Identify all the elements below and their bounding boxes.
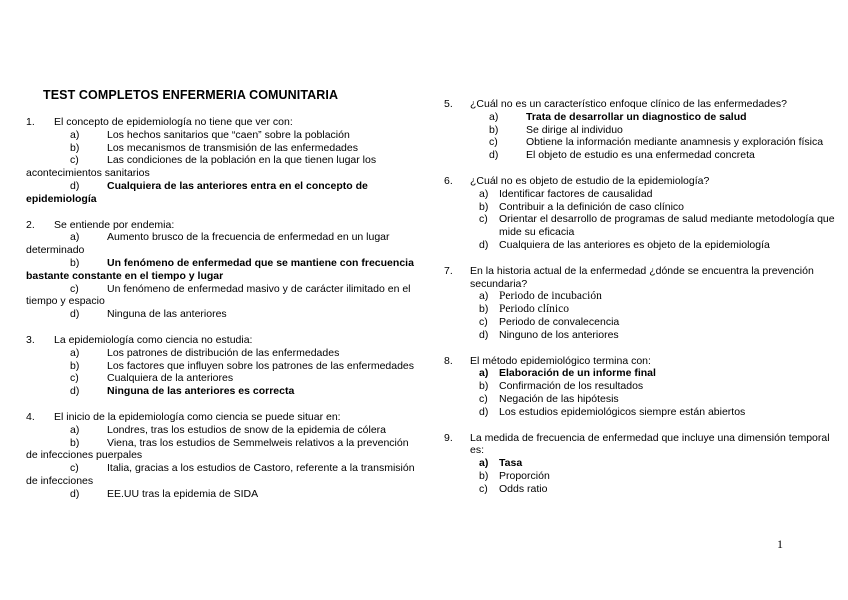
option-d xyxy=(26,488,421,501)
option-text: Aumento brusco de la frecuencia de enfermedad en un lugar determinado xyxy=(26,231,390,257)
option-letter: b) xyxy=(489,123,499,136)
question-8 xyxy=(444,355,842,419)
right-column xyxy=(444,98,842,496)
option-d-correct xyxy=(26,385,421,398)
question-number: 7. xyxy=(444,264,453,277)
question-stem: ¿Cuál no es un característico enfoque clínico de las enfermedades? xyxy=(470,98,787,110)
option-b-correct xyxy=(26,257,421,283)
option-letter: a) xyxy=(70,231,80,244)
option-text: Identificar factores de causalidad xyxy=(499,187,653,200)
option-c xyxy=(26,154,421,180)
option-text: Obtiene la información mediante anamnesis y exploración física xyxy=(526,136,824,149)
option-text: Viena, tras los estudios de Semmelweis relativos a la prevención de infecciones puerpales xyxy=(26,436,409,462)
option-letter: d) xyxy=(479,328,489,341)
option-text: Periodo de convalecencia xyxy=(499,315,620,328)
option-letter: b) xyxy=(479,303,489,316)
option-d xyxy=(444,149,842,162)
option-text: Italia, gracias a los estudios de Castoro, referente a la transmisión de infecciones xyxy=(26,462,415,487)
question-number: 2. xyxy=(26,218,35,231)
question-2 xyxy=(26,219,421,321)
option-letter: a) xyxy=(70,346,80,359)
question-stem: La medida de frecuencia de enfermedad que incluye una dimensión temporal es: xyxy=(470,431,830,457)
option-b xyxy=(26,142,421,155)
option-text: Un fenómeno de enfermedad masivo y de carácter ilimitado en el tiempo y espacio xyxy=(26,282,411,308)
left-column xyxy=(26,88,421,501)
option-letter: d) xyxy=(70,308,80,321)
option-c xyxy=(26,462,421,488)
option-text: Un fenómeno de enfermedad que se mantiene con frecuencia bastante constante en el tiempo y lugar xyxy=(26,256,414,282)
option-d xyxy=(444,329,842,342)
option-letter: d) xyxy=(70,487,80,500)
question-4 xyxy=(26,411,421,501)
option-text: Proporción xyxy=(499,469,550,482)
question-stem: Se entiende por endemia: xyxy=(54,218,175,231)
option-text: Orientar el desarrollo de programas de salud mediante metodología que mide su eficacia xyxy=(499,213,835,239)
question-9 xyxy=(444,432,842,496)
option-b xyxy=(444,303,842,316)
option-letter: a) xyxy=(479,290,489,303)
question-stem: En la historia actual de la enfermedad ¿dónde se encuentra la prevención secundaria? xyxy=(470,264,814,290)
option-text: Ninguna de las anteriores es correcta xyxy=(107,385,295,398)
option-letter: b) xyxy=(479,469,489,482)
option-text: Cualquiera de las anteriores es objeto de la epidemiología xyxy=(499,238,770,251)
question-stem: El método epidemiológico termina con: xyxy=(470,354,651,367)
option-letter: c) xyxy=(479,482,488,495)
option-text: Trata de desarrollar un diagnostico de salud xyxy=(526,110,747,123)
question-7 xyxy=(444,265,842,342)
option-letter: c) xyxy=(70,372,79,385)
option-a xyxy=(26,347,421,360)
question-6 xyxy=(444,175,842,252)
option-letter: b) xyxy=(70,141,80,154)
option-b xyxy=(444,470,842,483)
option-a xyxy=(26,424,421,437)
option-letter: c) xyxy=(70,462,79,475)
option-letter: a) xyxy=(479,187,489,200)
option-b xyxy=(26,360,421,373)
option-b xyxy=(444,124,842,137)
option-letter: a) xyxy=(70,423,80,436)
document-title: TEST COMPLETOS ENFERMERIA COMUNITARIA xyxy=(43,88,339,102)
option-b xyxy=(26,437,421,463)
option-letter: b) xyxy=(70,256,80,269)
option-d xyxy=(26,308,421,321)
question-stem: La epidemiología como ciencia no estudia: xyxy=(54,333,253,346)
option-d-correct xyxy=(26,180,421,206)
option-letter: c) xyxy=(479,315,488,328)
option-text: Los factores que influyen sobre los patrones de las enfermedades xyxy=(107,359,415,372)
option-text: Los mecanismos de transmisión de las enfermedades xyxy=(107,141,358,154)
option-text: El objeto de estudio es una enfermedad concreta xyxy=(526,149,755,162)
option-a xyxy=(444,290,842,303)
question-number: 9. xyxy=(444,431,453,444)
option-letter: c) xyxy=(70,282,79,295)
option-text: Ninguno de los anteriores xyxy=(499,328,619,341)
option-b xyxy=(444,380,842,393)
option-c xyxy=(444,393,842,406)
option-a xyxy=(444,188,842,201)
option-text: Se dirige al individuo xyxy=(526,123,623,136)
option-letter: b) xyxy=(479,200,489,213)
option-text: Cualquiera de las anteriores entra en el concepto de epidemiología xyxy=(26,179,368,205)
option-text: Elaboración de un informe final xyxy=(499,367,656,380)
question-number: 6. xyxy=(444,174,453,187)
option-text: Contribuir a la definición de caso clínico xyxy=(499,200,685,213)
option-text: Periodo clínico xyxy=(499,303,569,316)
option-letter: b) xyxy=(479,380,489,393)
option-b xyxy=(444,201,842,214)
option-text: Periodo de incubación xyxy=(499,290,602,303)
option-text: Ninguna de las anteriores xyxy=(107,308,227,321)
question-stem: El concepto de epidemiología no tiene que ver con: xyxy=(54,116,293,128)
question-number: 1. xyxy=(26,116,35,128)
option-letter: d) xyxy=(479,238,489,251)
option-letter: c) xyxy=(479,213,488,226)
option-c xyxy=(444,213,842,239)
question-1 xyxy=(26,116,421,206)
option-text: Los patrones de distribución de las enfermedades xyxy=(107,346,340,359)
option-a xyxy=(26,129,421,142)
page-number: 1 xyxy=(777,537,783,551)
option-d xyxy=(444,239,842,252)
option-a-correct xyxy=(444,111,842,124)
option-c xyxy=(444,483,842,496)
option-letter: a) xyxy=(479,367,489,380)
option-text: Londres, tras los estudios de snow de la epidemia de cólera xyxy=(107,423,386,436)
question-stem: ¿Cuál no es objeto de estudio de la epidemiología? xyxy=(470,174,710,187)
option-letter: b) xyxy=(70,436,80,449)
option-text: Las condiciones de la población en la que tienen lugar los acontecimientos sanitarios xyxy=(26,154,377,180)
question-5 xyxy=(444,98,842,162)
option-d xyxy=(444,406,842,419)
option-letter: b) xyxy=(70,359,80,372)
option-text: Los estudios epidemiológicos siempre están abiertos xyxy=(499,405,746,418)
option-letter: c) xyxy=(489,136,498,149)
question-number: 5. xyxy=(444,98,453,110)
option-text: Tasa xyxy=(499,457,523,470)
option-letter: d) xyxy=(479,405,489,418)
question-number: 4. xyxy=(26,410,35,423)
question-number: 3. xyxy=(26,333,35,346)
question-3 xyxy=(26,334,421,398)
option-text: Los hechos sanitarios que “caen” sobre la población xyxy=(107,128,350,141)
option-c xyxy=(26,283,421,309)
question-number: 8. xyxy=(444,354,453,367)
option-text: EE.UU tras la epidemia de SIDA xyxy=(107,487,259,500)
option-letter: a) xyxy=(70,128,80,141)
option-c xyxy=(444,316,842,329)
option-text: Negación de las hipótesis xyxy=(499,392,619,405)
option-c xyxy=(26,372,421,385)
option-letter: a) xyxy=(489,110,499,123)
option-a-correct xyxy=(444,367,842,380)
option-a-correct xyxy=(444,457,842,470)
option-text: Cualquiera de la anteriores xyxy=(107,372,234,385)
option-a xyxy=(26,231,421,257)
option-letter: d) xyxy=(70,385,80,398)
option-letter: c) xyxy=(479,392,488,405)
option-text: Confirmación de los resultados xyxy=(499,380,644,393)
option-letter: c) xyxy=(70,154,79,167)
option-letter: a) xyxy=(479,457,489,470)
option-text: Odds ratio xyxy=(499,482,548,495)
question-stem: El inicio de la epidemiología como ciencia se puede situar en: xyxy=(54,410,341,423)
option-letter: d) xyxy=(70,179,80,192)
option-letter: d) xyxy=(489,149,499,162)
option-c xyxy=(444,136,842,149)
